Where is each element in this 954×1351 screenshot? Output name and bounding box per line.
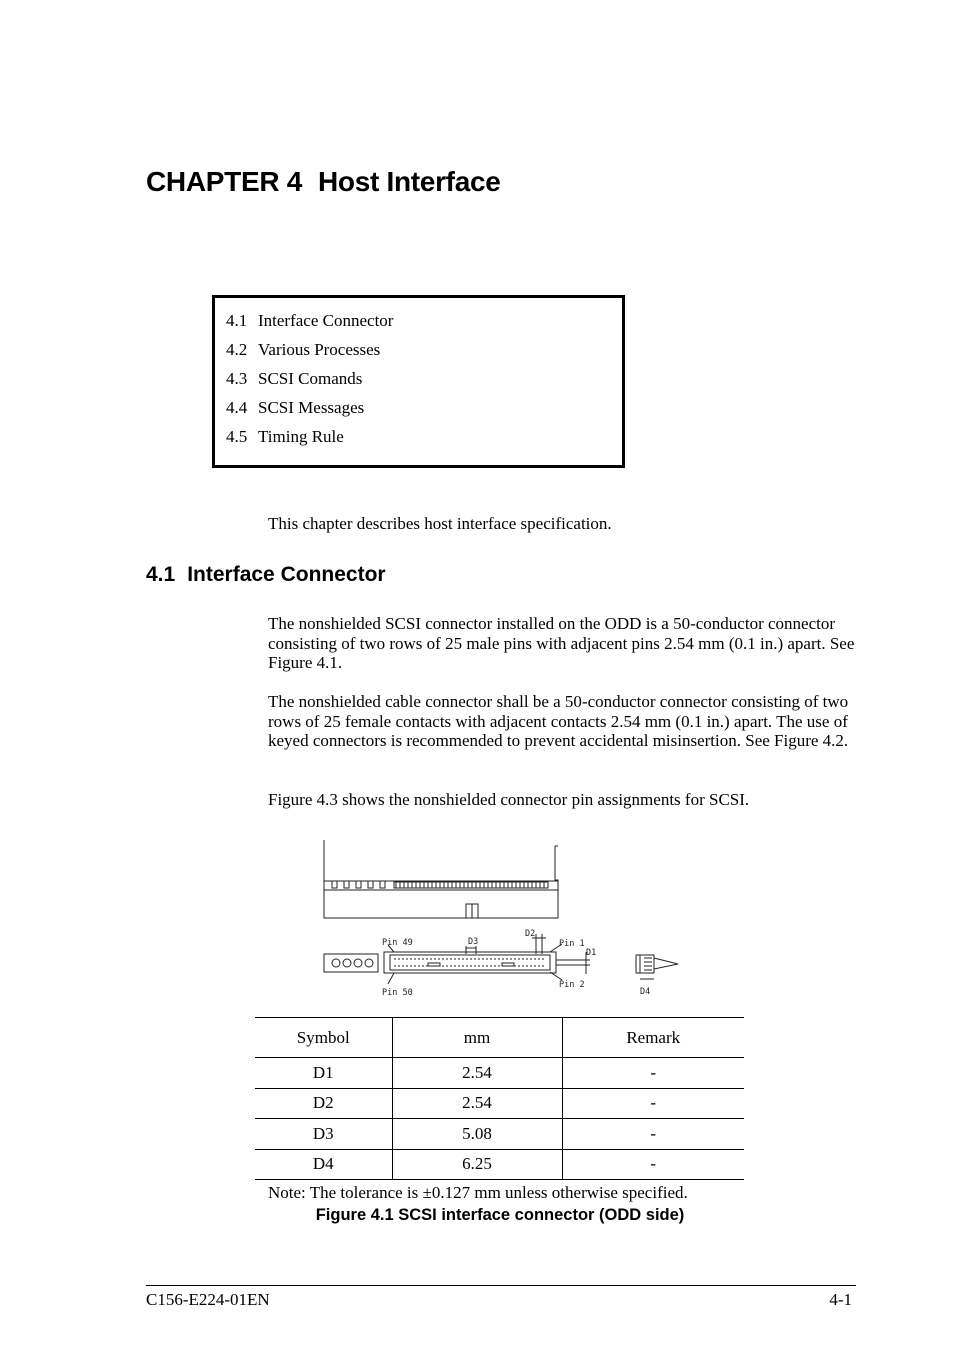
body-paragraph: The nonshielded SCSI connector installed on the ODD is a 50-conductor connector consisting of two rows of 25 male pins with adjacent pins 2.54 mm (0.1 in.) apart. See Figure 4.1. <box>268 614 855 673</box>
cell-remark: - <box>562 1149 744 1180</box>
cell-symbol: D2 <box>255 1088 392 1119</box>
cell-mm: 6.25 <box>392 1149 562 1180</box>
toc-item <box>226 366 393 395</box>
toc-item-number: 4.1 <box>226 311 248 330</box>
toc-item-number: 4.2 <box>226 340 248 359</box>
toc-item-label: Interface Connector <box>258 311 394 330</box>
toc-item-label: Various Processes <box>258 340 381 359</box>
page-number: 4-1 <box>829 1290 852 1309</box>
section-heading <box>146 563 386 587</box>
body-paragraph: The nonshielded cable connector shall be a 50-conductor connector consisting of two rows of 25 female contacts with adjacent contacts 2.54 mm (0.1 in.) apart. The use of keyed connectors is recommended to prevent accidental misinsertion. See Figure 4.2. <box>268 692 849 751</box>
chapter-name: Host Interface <box>318 166 501 197</box>
table-row <box>255 1088 744 1119</box>
header-remark: Remark <box>562 1018 744 1058</box>
toc-item-label: Timing Rule <box>258 427 344 446</box>
section-number: 4.1 <box>146 563 176 586</box>
header-symbol: Symbol <box>255 1018 392 1058</box>
toc-item <box>226 308 393 337</box>
table-row <box>255 1149 744 1180</box>
document-id: C156-E224-01EN <box>146 1290 270 1309</box>
label-pin-50: Pin 50 <box>382 988 413 998</box>
toc-item <box>226 424 393 453</box>
toc-item-label: SCSI Comands <box>258 369 363 388</box>
chapter-title <box>146 166 501 198</box>
cell-symbol: D4 <box>255 1149 392 1180</box>
cell-symbol: D1 <box>255 1058 392 1089</box>
connector-drawing <box>318 838 698 1003</box>
toc-item-number: 4.4 <box>226 398 248 417</box>
intro-paragraph: This chapter describes host interface specification. <box>268 514 612 533</box>
chapter-contents-box <box>212 295 625 468</box>
header-mm: mm <box>392 1018 562 1058</box>
label-d2: D2 <box>525 929 536 939</box>
label-d1: D1 <box>586 948 597 958</box>
cell-mm: 5.08 <box>392 1119 562 1150</box>
cell-mm: 2.54 <box>392 1058 562 1089</box>
figure-caption: Figure 4.1 SCSI interface connector (ODD side) <box>315 1206 685 1224</box>
label-pin-1: Pin 1 <box>559 939 585 949</box>
toc-item-number: 4.5 <box>226 427 248 446</box>
chapter-number: CHAPTER 4 <box>146 166 302 197</box>
section-title: Interface Connector <box>187 563 386 586</box>
table-row <box>255 1119 744 1150</box>
toc-item-label: SCSI Messages <box>258 398 365 417</box>
label-d4: D4 <box>640 987 651 997</box>
cell-remark: - <box>562 1119 744 1150</box>
toc-list <box>226 308 393 453</box>
toc-item <box>226 337 393 366</box>
body-paragraph: Figure 4.3 shows the nonshielded connector pin assignments for SCSI. <box>268 790 750 809</box>
label-d3: D3 <box>468 937 479 947</box>
cell-symbol: D3 <box>255 1119 392 1150</box>
dimension-table <box>255 1017 744 1180</box>
tolerance-note: Note: The tolerance is ±0.127 mm unless otherwise specified. <box>268 1183 688 1202</box>
label-pin-2: Pin 2 <box>559 980 585 990</box>
cell-remark: - <box>562 1088 744 1119</box>
cell-mm: 2.54 <box>392 1088 562 1119</box>
table-header-row <box>255 1018 744 1058</box>
cell-remark: - <box>562 1058 744 1089</box>
toc-item <box>226 395 393 424</box>
footer-divider <box>146 1285 856 1286</box>
table-row <box>255 1058 744 1089</box>
label-pin-49: Pin 49 <box>382 938 413 948</box>
toc-item-number: 4.3 <box>226 369 248 388</box>
